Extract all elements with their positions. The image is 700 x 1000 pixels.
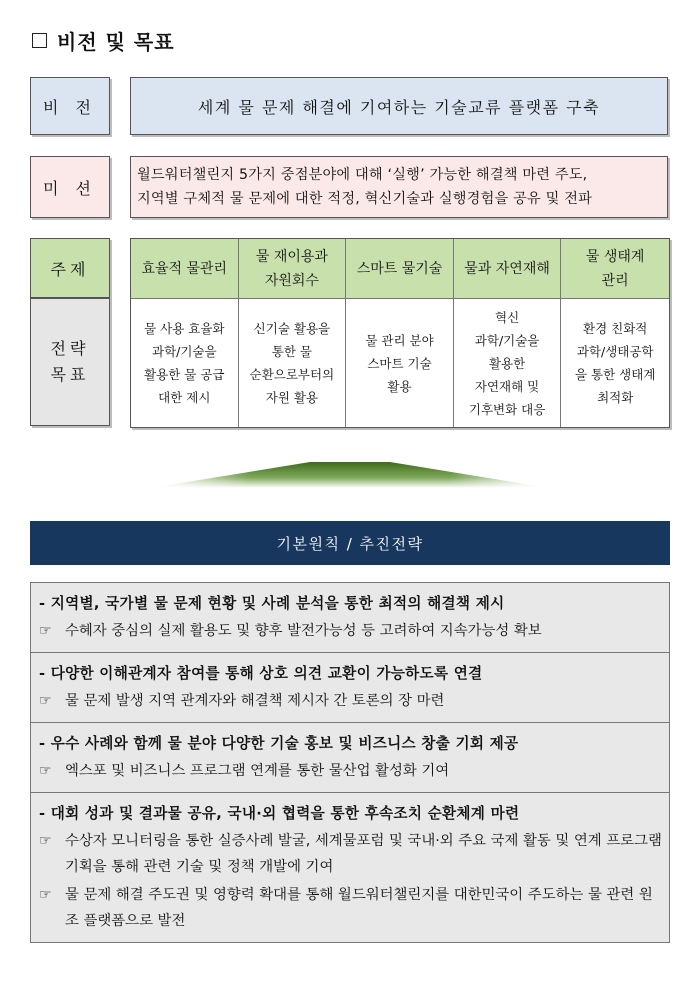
goal-line: 물 사용 효율화 [144, 321, 225, 336]
section-title [32, 26, 175, 55]
goal-line: 환경 친화적 [583, 321, 648, 336]
upward-arrow-icon [150, 460, 550, 492]
principle-bullet [39, 882, 663, 934]
bullet-text: 수혜자 중심의 실제 활용도 및 향후 발전가능성 등 고려하여 지속가능성 확보 [65, 623, 542, 639]
goal-line: 최적화 [597, 390, 634, 405]
goal-line: 과학/기술을 [474, 332, 540, 348]
principle-bullet [39, 828, 663, 880]
principle-bullet [39, 688, 663, 714]
goal-line: 물 관리 분야 [365, 332, 434, 348]
principle-bullet [39, 758, 663, 784]
goal-line: 신기술 활용을 [253, 321, 331, 336]
mission-line: 지역별 구체적 물 문제에 대한 적정, 혁신기술과 실행경험을 공유 및 전파 [137, 191, 593, 207]
goal-line: 자원 활용 [265, 390, 319, 405]
goal-line: 과학/생태공학 [576, 344, 654, 359]
goal-line: 스마트 기술 [367, 355, 432, 371]
goal-line: 자연재해 및 [474, 378, 540, 394]
goal-cell-disaster [454, 299, 562, 427]
topic-text: 자원회수 [264, 272, 319, 289]
topic-text: 물과 자연재해 [464, 260, 550, 277]
strategy-label-line: 목표 [50, 365, 90, 384]
goal-line: 혁신 [495, 309, 520, 325]
strategy-goal-label [30, 298, 110, 426]
bullet-text: 물 문제 해결 주도권 및 영향력 확대를 통해 월드워터챌린지를 대한민국이 주도하는 물 관련 원조 플랫폼으로 발전 [65, 887, 653, 929]
principle-item [31, 583, 669, 653]
topic-cell-smart [346, 239, 454, 299]
pointing-hand-icon: ☞ [39, 763, 52, 779]
checkbox-icon [32, 33, 47, 48]
principle-item [31, 793, 669, 942]
goal-line: 과학/기술을 [152, 344, 217, 359]
topic-cell-efficient-water [131, 239, 239, 299]
pointing-hand-icon: ☞ [39, 623, 52, 639]
goal-line: 기후변화 대응 [468, 401, 546, 417]
mission-text [130, 156, 668, 218]
pointing-hand-icon: ☞ [39, 887, 52, 903]
topic-cell-reuse [239, 239, 347, 299]
principle-heading: - 대회 성과 및 결과물 공유, 국내·외 협력을 통한 후속조치 순환체계 마련 [39, 805, 520, 822]
bullet-text: 엑스포 및 비즈니스 프로그램 연계를 통한 물산업 활성화 기여 [65, 763, 450, 779]
vision-text: 세계 물 문제 해결에 기여하는 기술교류 플랫폼 구축 [130, 77, 668, 135]
goal-cell-reuse [239, 299, 347, 427]
principles-box [30, 582, 670, 943]
principle-bullet [39, 618, 663, 644]
topic-cell-disaster [454, 239, 562, 299]
goal-line: 을 통한 생태계 [574, 367, 656, 382]
bullet-text: 물 문제 발생 지역 관계자와 해결책 제시자 간 토론의 장 마련 [65, 693, 445, 709]
goal-line: 활용 [387, 378, 412, 394]
goal-line: 활용한 물 공급 [144, 367, 225, 382]
mission-label: 미 션 [30, 156, 110, 218]
topic-text: 관리 [601, 272, 629, 289]
goal-cell-ecosystem [561, 299, 669, 427]
section-title-text: 비전 및 목표 [57, 30, 175, 54]
goal-cell-efficient-water [131, 299, 239, 427]
goal-line: 순환으로부터의 [249, 367, 335, 382]
topic-label: 주제 [30, 238, 110, 298]
topic-text: 효율적 물관리 [141, 260, 228, 277]
topic-text: 스마트 물기술 [356, 260, 443, 277]
principle-item [31, 653, 669, 723]
pointing-hand-icon: ☞ [39, 693, 52, 709]
goal-line: 활용한 [488, 355, 526, 371]
principles-header: 기본원칙 / 추진전략 [30, 521, 670, 565]
goal-cell-smart [346, 299, 454, 427]
strategy-label-line: 전략 [50, 339, 90, 358]
vision-label: 비 전 [30, 77, 110, 135]
goal-line: 대한 제시 [158, 390, 211, 405]
principle-heading: - 다양한 이해관계자 참여를 통해 상호 의견 교환이 가능하도록 연결 [39, 665, 483, 682]
goal-line: 통한 물 [271, 344, 312, 359]
mission-line: 월드워터챌린지 5가지 중점분야에 대해 ‘실행’ 가능한 해결책 마련 주도, [137, 167, 588, 183]
bullet-text: 수상자 모니터링을 통한 실증사례 발굴, 세계물포럼 및 국내·외 주요 국제 활동 및 연계 프로그램 기획을 통해 관련 기술 및 정책 개발에 기여 [65, 833, 662, 875]
topic-cell-ecosystem [561, 239, 669, 299]
topic-text: 물 생태계 [585, 248, 645, 265]
principle-item [31, 723, 669, 793]
principle-heading: - 우수 사례와 함께 물 분야 다양한 기술 홍보 및 비즈니스 창출 기회 제공 [39, 735, 519, 752]
pointing-hand-icon: ☞ [39, 833, 52, 849]
topic-table [130, 238, 670, 428]
principle-heading: - 지역별, 국가별 물 문제 현황 및 사례 분석을 통한 최적의 해결책 제시 [39, 595, 505, 612]
topic-text: 물 재이용과 [255, 248, 328, 265]
